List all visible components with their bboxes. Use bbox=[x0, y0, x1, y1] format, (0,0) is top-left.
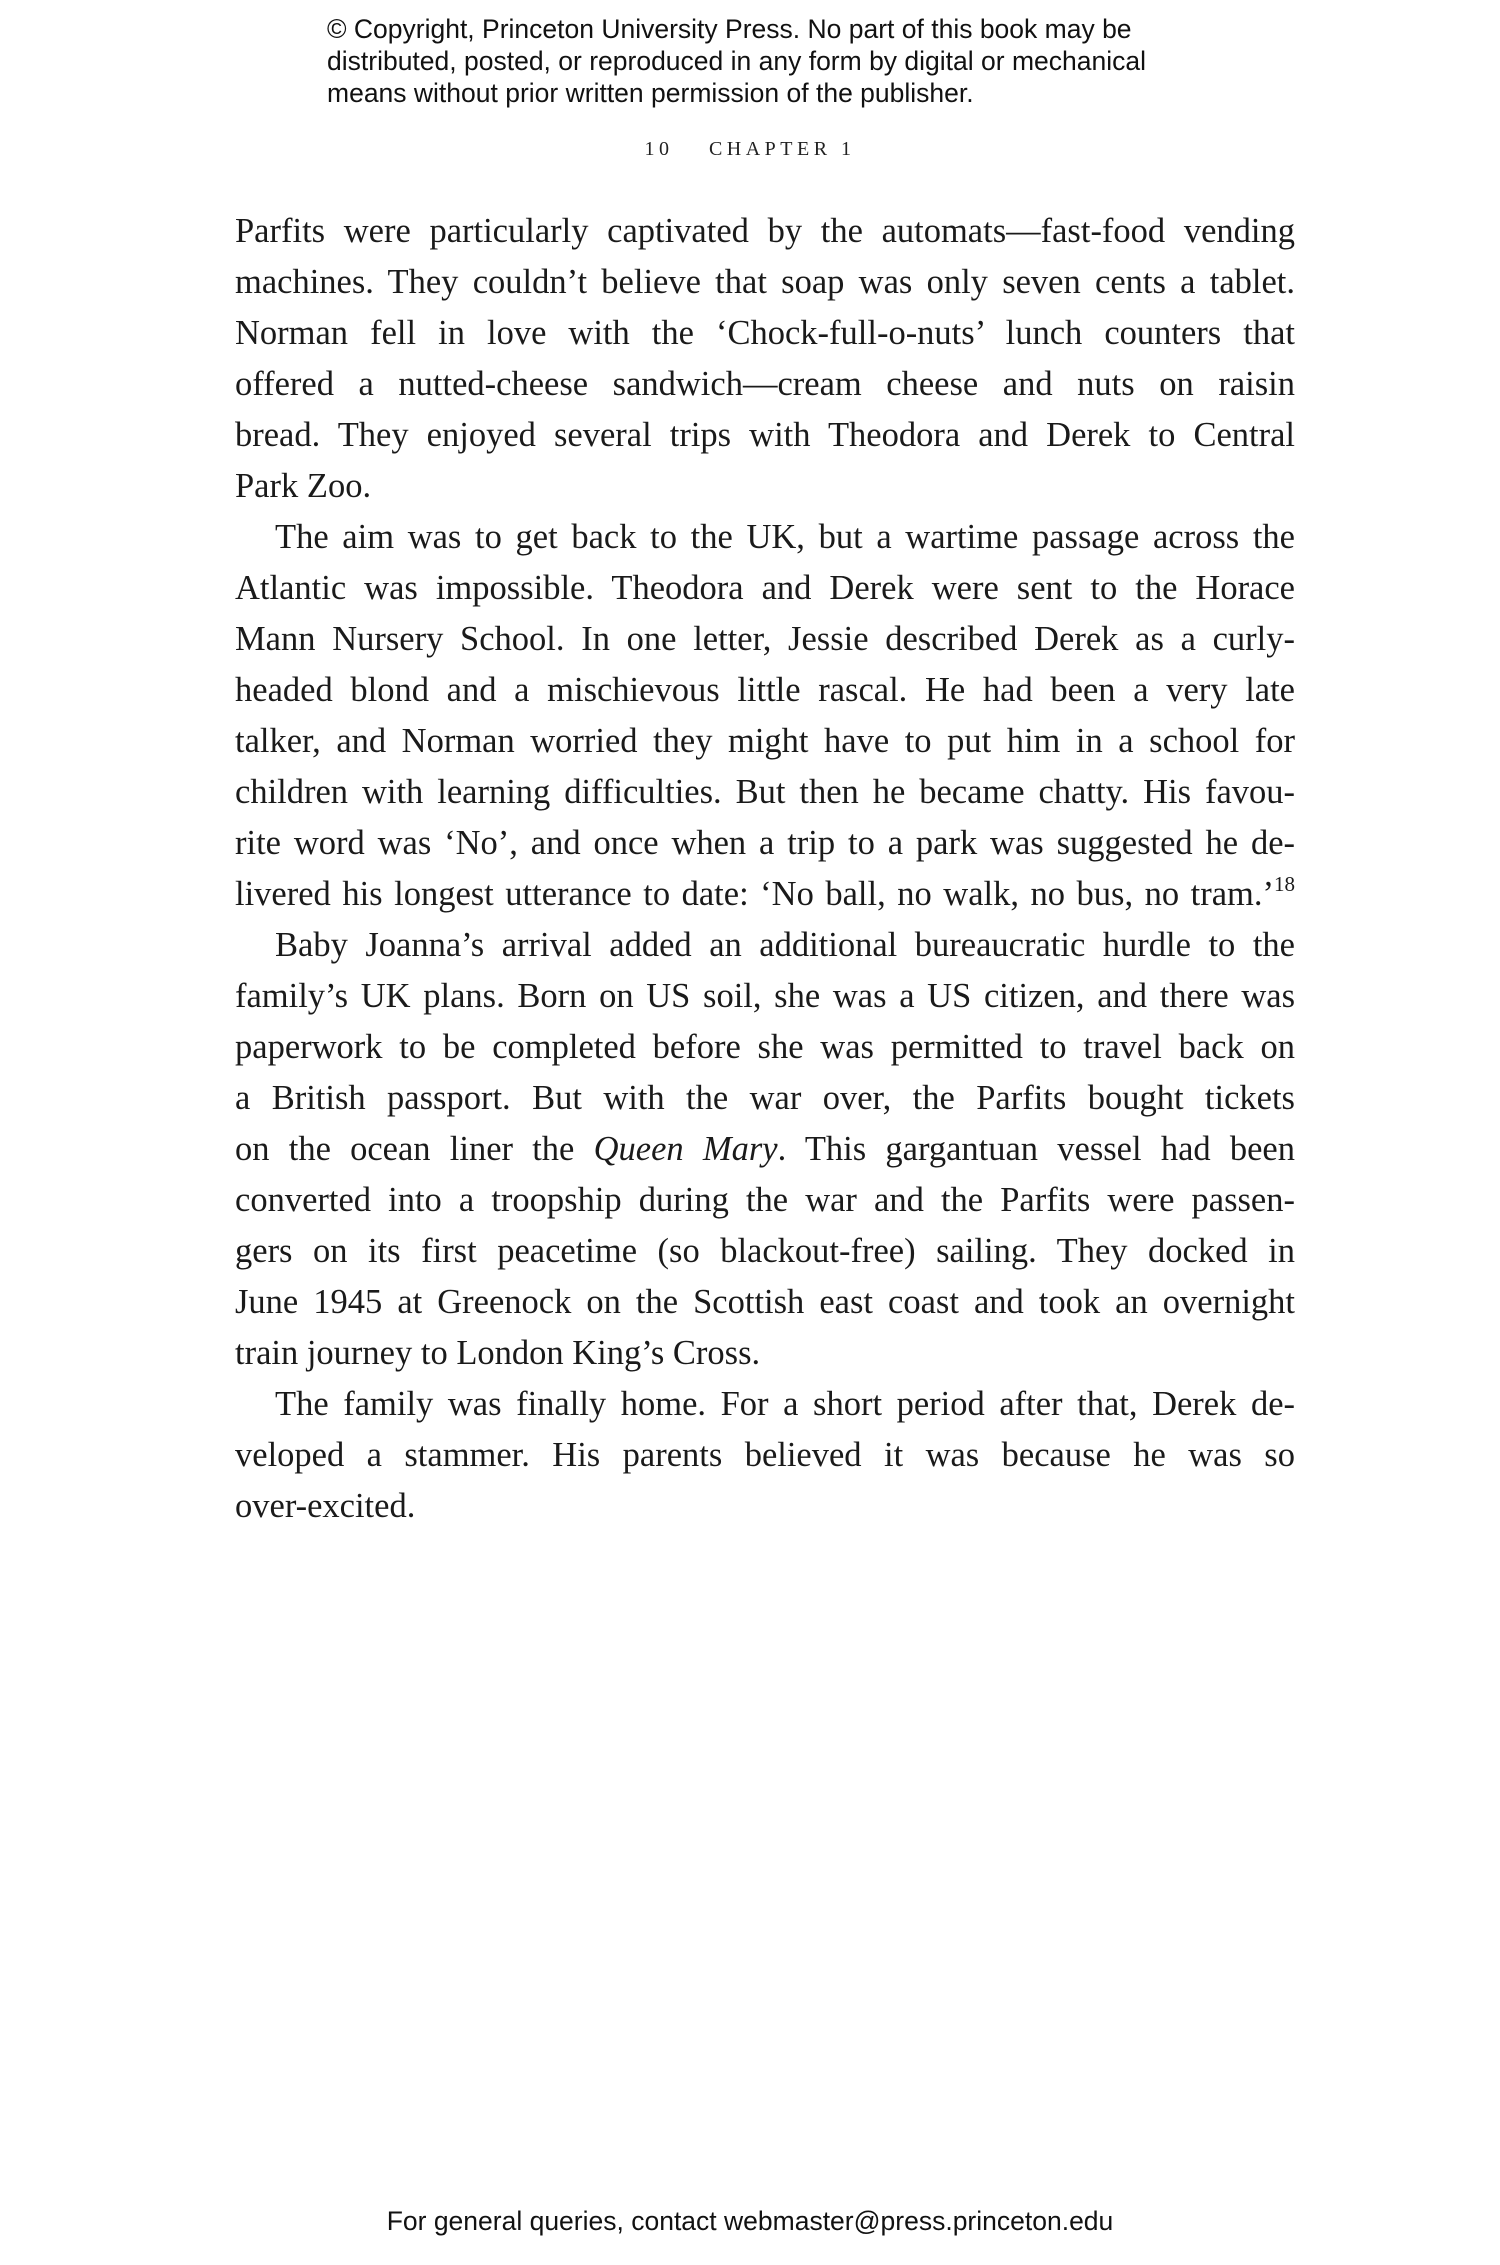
text-line: bread. They enjoyed several trips with Theodora and Derek to Central bbox=[235, 416, 1295, 454]
text-line: Parfits were particularly captivated by the automats—fast-food vending bbox=[235, 212, 1295, 250]
text-line-with-footnote bbox=[235, 869, 1295, 920]
text-line: headed blond and a mischievous little rascal. He had been a very late bbox=[235, 671, 1295, 709]
text-line: offered a nutted-cheese sandwich—cream cheese and nuts on raisin bbox=[235, 365, 1295, 403]
text-line: The family was finally home. For a short period after that, Derek de- bbox=[275, 1385, 1295, 1423]
chapter-label: CHAPTER 1 bbox=[708, 138, 856, 160]
page-number: 10 bbox=[644, 138, 674, 160]
text-line: Baby Joanna’s arrival added an additional bureaucratic hurdle to the bbox=[275, 926, 1295, 964]
body-text bbox=[235, 206, 1295, 1532]
text-line: converted into a troopship during the war and the Parfits were passen- bbox=[235, 1181, 1295, 1219]
text-line: June 1945 at Greenock on the Scottish east coast and took an overnight bbox=[235, 1283, 1295, 1321]
running-head bbox=[0, 138, 1500, 161]
copyright-notice bbox=[327, 13, 1327, 109]
text-line: Mann Nursery School. In one letter, Jessie described Derek as a curly- bbox=[235, 620, 1295, 658]
text-line: The aim was to get back to the UK, but a wartime passage across the bbox=[275, 518, 1295, 556]
footnote-reference[interactable]: 18 bbox=[1274, 872, 1295, 896]
text-line: machines. They couldn’t believe that soap was only seven cents a tablet. bbox=[235, 263, 1295, 301]
paragraph bbox=[235, 920, 1295, 1379]
text-line: children with learning difficulties. But then he became chatty. His favou- bbox=[235, 773, 1295, 811]
text-line: Norman fell in love with the ‘Chock-full-o-nuts’ lunch counters that bbox=[235, 314, 1295, 352]
text-line: a British passport. But with the war over, the Parfits bought tickets bbox=[235, 1079, 1295, 1117]
paragraph bbox=[235, 206, 1295, 512]
text-segment: on the ocean liner the bbox=[235, 1130, 594, 1168]
text-line: livered his longest utterance to date: ‘No ball, no walk, no bus, no tram.’ bbox=[235, 875, 1274, 913]
text-line: Park Zoo. bbox=[235, 467, 372, 505]
text-line: over-excited. bbox=[235, 1487, 416, 1525]
text-line: train journey to London King’s Cross. bbox=[235, 1334, 761, 1372]
copyright-line: © Copyright, Princeton University Press. No part of this book may be bbox=[327, 14, 1132, 44]
copyright-line: distributed, posted, or reproduced in any form by digital or mechanical bbox=[327, 46, 1146, 76]
text-line: family’s UK plans. Born on US soil, she was a US citizen, and there was bbox=[235, 977, 1295, 1015]
copyright-line: means without prior written permission of the publisher. bbox=[327, 78, 974, 108]
text-line: paperwork to be completed before she was permitted to travel back on bbox=[235, 1028, 1295, 1066]
text-line: veloped a stammer. His parents believed it was because he was so bbox=[235, 1436, 1295, 1474]
text-line: Atlantic was impossible. Theodora and Derek were sent to the Horace bbox=[235, 569, 1295, 607]
text-segment: . This gargantuan vessel had been bbox=[777, 1130, 1295, 1168]
text-line-with-italic bbox=[235, 1124, 1295, 1175]
paragraph bbox=[235, 1379, 1295, 1532]
text-line: talker, and Norman worried they might have to put him in a school for bbox=[235, 722, 1295, 760]
text-line: rite word was ‘No’, and once when a trip to a park was suggested he de- bbox=[235, 824, 1295, 862]
paragraph bbox=[235, 512, 1295, 920]
text-line: gers on its first peacetime (so blackout-free) sailing. They docked in bbox=[235, 1232, 1295, 1270]
ship-name: Queen Mary bbox=[593, 1130, 778, 1168]
footer-contact: For general queries, contact webmaster@press.princeton.edu bbox=[386, 2206, 1114, 2236]
